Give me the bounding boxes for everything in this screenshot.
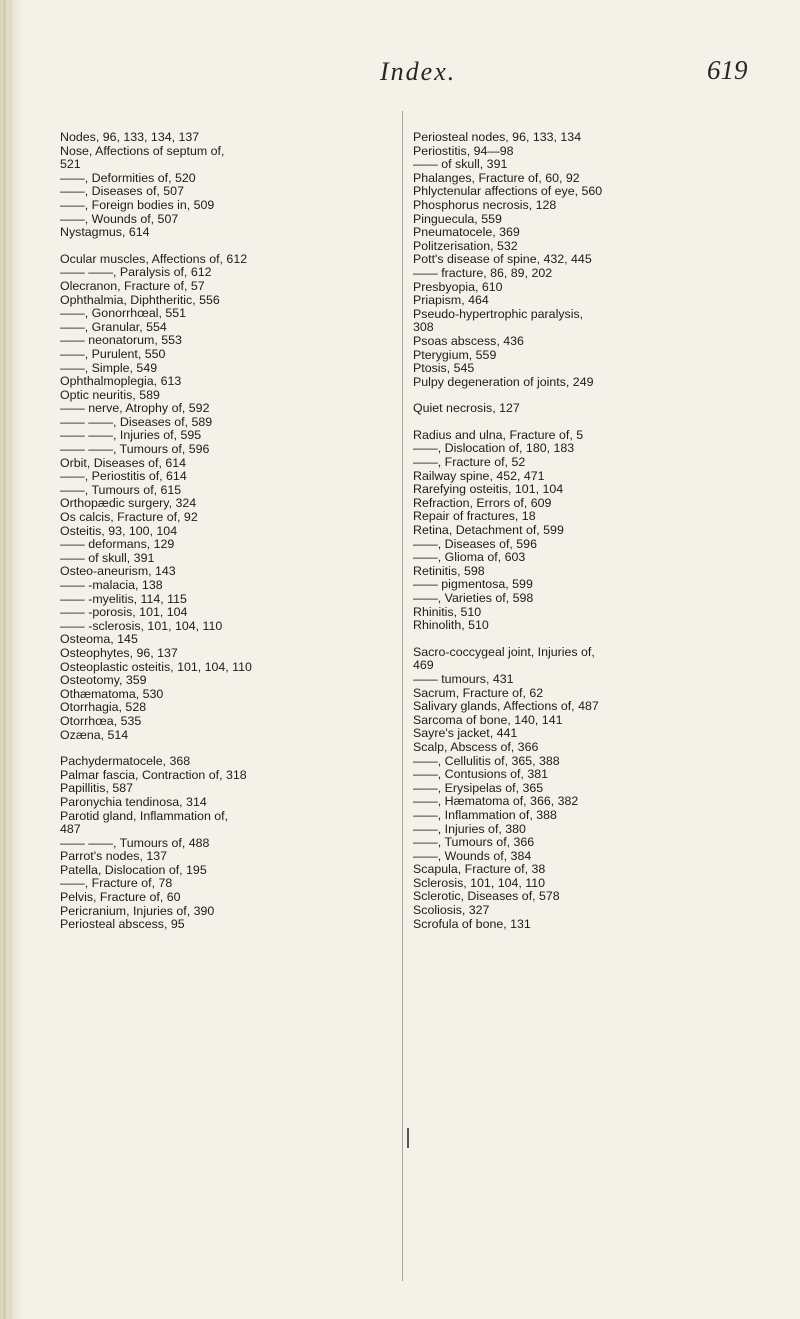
margin-mark [407, 1128, 409, 1148]
index-entry: ——, Diseases of, 596 [413, 536, 537, 551]
index-entry: Pulpy degeneration of joints, 249 [413, 374, 594, 389]
index-entry: ——, Cellulitis of, 365, 388 [413, 753, 560, 768]
index-entry: Ozæna, 514 [60, 727, 129, 742]
index-entry: —— of skull, 391 [413, 157, 508, 172]
index-entry: —— ——, Tumours of, 488 [60, 835, 210, 850]
section-gap [60, 240, 390, 253]
index-entry: Nose, Affections of septum of, [60, 143, 225, 158]
index-entry: Sclerosis, 101, 104, 110 [413, 875, 546, 890]
column-divider [402, 111, 403, 1281]
index-entry: Osteotomy, 359 [60, 673, 147, 688]
index-entry: Ophthalmia, Diphtheritic, 556 [60, 292, 220, 307]
index-entry: —— ——, Injuries of, 595 [60, 428, 202, 443]
index-entry: Parrot's nodes, 137 [60, 849, 168, 864]
index-entry: Priapism, 464 [413, 293, 489, 308]
index-entry: Periosteal nodes, 96, 133, 134 [413, 130, 582, 144]
index-entry: 308 [413, 320, 434, 335]
index-entry: Osteoplastic osteitis, 101, 104, 110 [60, 659, 252, 674]
index-entry: Pneumatocele, 369 [413, 225, 520, 240]
index-entry: Nodes, 96, 133, 134, 137 [60, 130, 200, 144]
index-entry: Palmar fascia, Contraction of, 318 [60, 767, 247, 782]
index-entry: ——, Erysipelas of, 365 [413, 780, 544, 795]
index-entry: ——, Wounds of, 507 [60, 211, 179, 226]
index-entry: Pericranium, Injuries of, 390 [60, 903, 215, 918]
index-entry: Retina, Detachment of, 599 [413, 523, 564, 538]
index-entry: Repair of fractures, 18 [413, 509, 536, 524]
index-entry: ——, Purulent, 550 [60, 346, 166, 361]
index-entry: —— nerve, Atrophy of, 592 [60, 401, 210, 416]
index-entry: Othæmatoma, 530 [60, 686, 164, 701]
index-entry: Periosteal abscess, 95 [60, 917, 185, 932]
index-entry: Otorrhœa, 535 [60, 713, 142, 728]
page-header [0, 55, 800, 105]
index-entry: —— fracture, 86, 89, 202 [413, 265, 553, 280]
book-spine-edge [0, 0, 26, 1319]
index-entry: —— tumours, 431 [413, 671, 514, 686]
index-entry: ——, Varieties of, 598 [413, 591, 534, 605]
index-entry: —— ——, Diseases of, 589 [60, 414, 213, 429]
index-entry: ——, Simple, 549 [60, 360, 158, 375]
index-entry: ——, Dislocation of, 180, 183 [413, 441, 575, 456]
index-entry: Presbyopia, 610 [413, 279, 503, 294]
index-entry: —— -malacia, 138 [60, 578, 163, 592]
section-gap [413, 416, 743, 429]
index-entry: —— -myelitis, 114, 115 [60, 591, 187, 606]
index-entry: Salivary glands, Affections of, 487 [413, 699, 599, 714]
index-entry: Scalp, Abscess of, 366 [413, 739, 539, 754]
index-entry: Ptosis, 545 [413, 361, 475, 376]
index-entry: Refraction, Errors of, 609 [413, 495, 552, 510]
index-entry: ——, Tumours of, 366 [413, 835, 535, 850]
index-entry: ——, Hæmatoma of, 366, 382 [413, 794, 579, 809]
index-entry: 487 [60, 822, 81, 837]
index-entry: Papillitis, 587 [60, 781, 134, 796]
index-entry: ——, Fracture of, 52 [413, 455, 526, 470]
index-entry: Rarefying osteitis, 101, 104 [413, 482, 564, 497]
index-entry: Scrofula of bone, 131 [413, 916, 531, 931]
index-entry: Optic neuritis, 589 [60, 387, 160, 402]
index-entry: Rhinitis, 510 [413, 604, 482, 619]
index-entry: Sclerotic, Diseases of, 578 [413, 889, 560, 904]
index-entry: Scoliosis, 327 [413, 903, 490, 918]
index-entry: Pott's disease of spine, 432, 445 [413, 252, 592, 267]
index-entry: ——, Periostitis of, 614 [60, 469, 187, 484]
index-entry: Osteitis, 93, 100, 104 [60, 523, 178, 538]
index-entry: Ophthalmoplegia, 613 [60, 374, 182, 389]
index-entry: Rhinolith, 510 [413, 618, 489, 633]
index-entry: Sarcoma of bone, 140, 141 [413, 712, 563, 727]
index-entry: Retinitis, 598 [413, 563, 485, 578]
index-entry: Scapula, Fracture of, 38 [413, 862, 546, 877]
index-entry: —— -porosis, 101, 104 [60, 605, 188, 620]
index-entry: Sacro-coccygeal joint, Injuries of, [413, 644, 595, 659]
page-number: 619 [707, 55, 748, 85]
index-entry: —— ——, Paralysis of, 612 [60, 265, 212, 280]
index-entry: ——, Tumours of, 615 [60, 482, 182, 497]
index-entry: —— pigmentosa, 599 [413, 577, 533, 592]
index-entry: —— ——, Tumours of, 596 [60, 442, 210, 457]
index-entry: Pinguecula, 559 [413, 211, 502, 226]
index-entry: Parotid gland, Inflammation of, [60, 808, 229, 823]
index-entry: ——, Gonorrhœal, 551 [60, 306, 187, 321]
index-entry: Orthopædic surgery, 324 [60, 496, 197, 511]
index-entry: 521 [60, 157, 81, 172]
index-entry: ——, Granular, 554 [60, 319, 167, 334]
index-entry: Radius and ulna, Fracture of, 5 [413, 427, 584, 442]
index-entry: Periostitis, 94—98 [413, 143, 514, 158]
index-entry: Ocular muscles, Affections of, 612 [60, 251, 248, 266]
index-entry: ——, Contusions of, 381 [413, 767, 548, 782]
index-entry: Patella, Dislocation of, 195 [60, 862, 207, 877]
index-column-left [60, 131, 390, 932]
index-entry: ——, Glioma of, 603 [413, 550, 526, 565]
index-entry: Os calcis, Fracture of, 92 [60, 510, 198, 525]
index-column-right [413, 131, 743, 931]
index-entry: Sayre's jacket, 441 [413, 726, 518, 741]
index-entry: Psoas abscess, 436 [413, 333, 524, 348]
index-entry: ——, Foreign bodies in, 509 [60, 197, 215, 212]
index-entry: Pterygium, 559 [413, 347, 497, 362]
index-entry: Nystagmus, 614 [60, 225, 150, 240]
index-entry: Olecranon, Fracture of, 57 [60, 278, 205, 293]
index-entry: ——, Wounds of, 384 [413, 848, 532, 863]
index-entry: Osteo-aneurism, 143 [60, 564, 176, 579]
index-entry: —— deformans, 129 [60, 537, 175, 552]
running-title: Index. [380, 57, 457, 86]
index-entry: Phosphorus necrosis, 128 [413, 197, 557, 212]
index-entry: 469 [413, 658, 434, 673]
index-entry: Phlyctenular affections of eye, 560 [413, 184, 603, 199]
index-entry: —— -sclerosis, 101, 104, 110 [60, 618, 223, 633]
section-gap [413, 633, 743, 646]
index-entry: Otorrhagia, 528 [60, 700, 147, 715]
index-entry: Pelvis, Fracture of, 60 [60, 890, 181, 905]
index-entry: ——, Diseases of, 507 [60, 184, 184, 199]
index-entry: Politzerisation, 532 [413, 238, 518, 253]
index-entry: Osteoma, 145 [60, 632, 138, 647]
index-entry: Pachydermatocele, 368 [60, 754, 191, 769]
index-entry: —— of skull, 391 [60, 550, 155, 565]
index-entry: —— neonatorum, 553 [60, 333, 182, 348]
index-entry: ——, Inflammation of, 388 [413, 807, 557, 822]
index-entry: ——, Deformities of, 520 [60, 170, 196, 185]
index-entry: ——, Injuries of, 380 [413, 821, 526, 836]
index-entry: Phalanges, Fracture of, 60, 92 [413, 170, 580, 185]
index-entry: Pseudo-hypertrophic paralysis, [413, 306, 584, 321]
index-entry: Quiet necrosis, 127 [413, 401, 520, 416]
index-entry: Paronychia tendinosa, 314 [60, 794, 207, 809]
index-entry: Osteophytes, 96, 137 [60, 645, 178, 660]
index-entry: ——, Fracture of, 78 [60, 876, 173, 891]
index-entry: Railway spine, 452, 471 [413, 468, 545, 483]
index-entry: Orbit, Diseases of, 614 [60, 455, 187, 470]
index-entry: Sacrum, Fracture of, 62 [413, 685, 544, 700]
